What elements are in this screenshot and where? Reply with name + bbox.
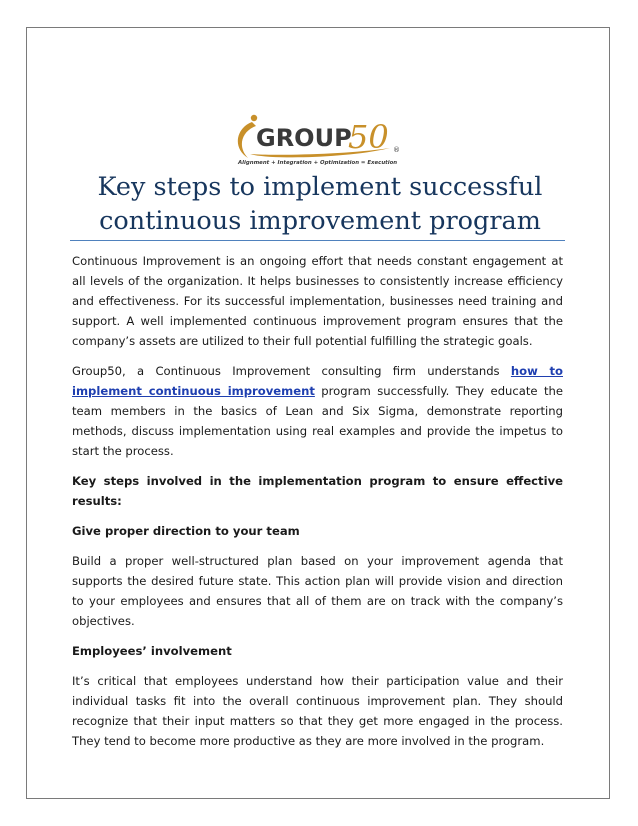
logo-swoosh-icon [238,122,256,158]
title-line-1: Key steps to implement successful [97,172,543,202]
title-line-2: continuous improvement program [99,206,541,236]
document-body [72,251,563,761]
section-direction-text: Build a proper well-structured plan based on your improvement agenda that supports the desired future state. This action plan will provide vision and direction to your employees and ensures that all of them are on track with the company’s objectives. [72,554,563,628]
group50-logo [230,108,410,166]
section-involvement-text: It’s critical that employees understand how their participation value and their individual tasks fit into the overall continuous improvement plan. They should recognize that their input matters so that they get more engaged in the process. They tend to become more productive as they are more involved in the program. [72,674,563,748]
group50-paragraph [72,361,563,461]
group50-paragraph-lead: Group50, a Continuous Improvement consulting firm understands [72,364,511,378]
logo-brand-text: GROUP [256,124,352,152]
section-involvement-heading: Employees’ involvement [72,644,232,658]
key-steps-heading: Key steps involved in the implementation program to ensure effective results: [72,474,563,508]
group50-paragraph-tail: program successfully. They educate the team members in the basics of Lean and Six Sigma, demonstrate reporting methods, discuss implementation using real examples and provide the impetus to start the process. [72,384,563,458]
section-direction-heading: Give proper direction to your team [72,524,300,538]
logo-brand-number: 50 [348,118,389,156]
how-to-implement-link[interactable]: how to implement continuous improvement [72,364,563,398]
title-underline-rule [70,240,565,241]
page-title [70,170,570,238]
logo-tagline: Alignment + Integration + Optimization = Execution [238,160,398,166]
logo-figure-head-icon [251,115,257,121]
intro-paragraph: Continuous Improvement is an ongoing effort that needs constant engagement at all levels of the organization. It helps businesses to consistently increase efficiency and effectiveness. For its successful implementation, businesses need training and support. A well implemented continuous improvement program ensures that the company’s assets are utilized to their full potential fulfilling the strategic goals. [72,254,563,348]
logo-registered-mark: ® [393,146,400,154]
